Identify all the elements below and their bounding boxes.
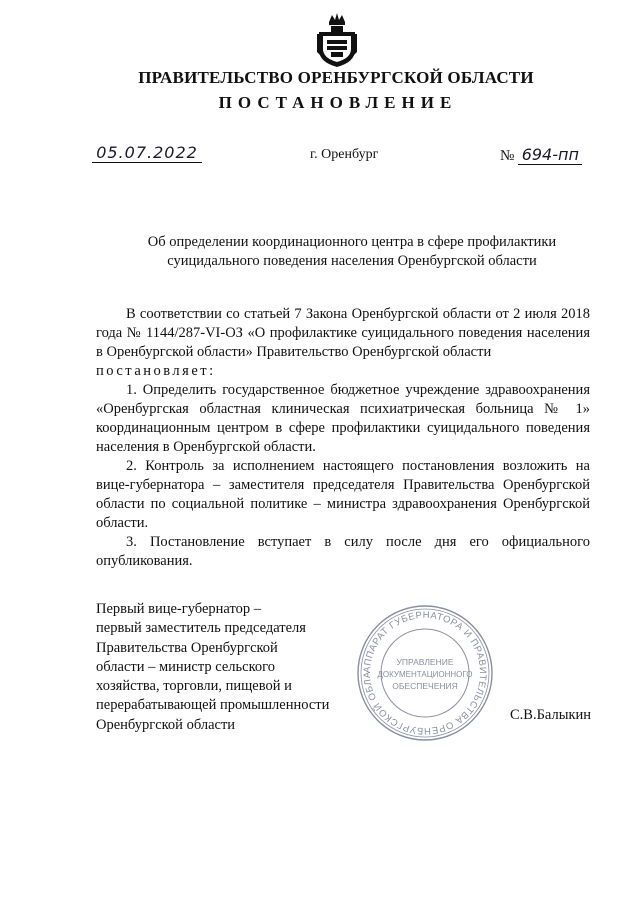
decree-item-2: 2. Контроль за исполнением настоящего постановления возложить на вице-губернатора – заместителя председателя Правительства Оренбургской области по социальной политике – министра здравоохранения Оренбургской области. <box>96 458 590 531</box>
document-subject <box>96 233 608 271</box>
subject-line: Об определении координационного центра в сфере профилактики <box>147 234 557 250</box>
coat-of-arms-icon <box>315 12 359 68</box>
position-line: Правительства Оренбургской <box>96 639 278 656</box>
official-stamp <box>355 603 495 743</box>
number-sign: № <box>500 148 515 164</box>
document-city: г. Оренбург <box>310 147 379 162</box>
document-type: ПОСТАНОВЛЕНИЕ <box>218 93 458 112</box>
stamp-inner-line: ОБЕСПЕЧЕНИЯ <box>392 681 458 691</box>
decree-word: постановляет: <box>96 363 216 379</box>
signatory-name: С.В.Балыкин <box>510 707 592 723</box>
stamp-inner-line: ДОКУМЕНТАЦИОННОГО <box>377 670 473 679</box>
intro-paragraph: В соответствии со статьей 7 Закона Оренбургской области от 2 июля 2018 года № 1144/287-VI-ОЗ «О профилактике суицидального поведения населения в Оренбургской области» Правительство Оренбургской области <box>96 306 590 360</box>
document-number-field <box>500 145 590 165</box>
decree-item-1: 1. Определить государственное бюджетное учреждение здравоохранения «Оренбургская областная клиническая психиатрическая больница № 1» координационным центром в сфере профилактики суицидального поведения населения в Оренбургской области. <box>96 382 590 455</box>
position-line: первый заместитель председателя <box>96 620 306 637</box>
position-line: Первый вице-губернатор – <box>96 601 261 617</box>
stamp-outer-text: АППАРАТ ГУБЕРНАТОРА И ПРАВИТЕЛЬСТВА ОРЕНБУРГСКОЙ ОБЛА <box>361 609 489 737</box>
government-title: ПРАВИТЕЛЬСТВО ОРЕНБУРГСКОЙ ОБЛАСТИ <box>138 68 534 87</box>
position-line: области – министр сельского <box>96 658 275 675</box>
signatory-position <box>96 600 356 735</box>
position-line: Оренбургской области <box>96 716 236 733</box>
stamp-inner-line: УПРАВЛЕНИЕ <box>396 657 454 667</box>
document-number: 694-пп <box>518 145 582 165</box>
document-body <box>96 305 590 571</box>
subject-line: суицидального поведения населения Оренбургской области <box>167 253 537 269</box>
decree-item-3: 3. Постановление вступает в силу после дня его официального опубликования. <box>96 534 590 569</box>
position-line: хозяйства, торговли, пищевой и <box>96 678 292 695</box>
position-line: перерабатывающей промышленности <box>96 697 330 714</box>
document-date: 05.07.2022 <box>92 143 202 163</box>
